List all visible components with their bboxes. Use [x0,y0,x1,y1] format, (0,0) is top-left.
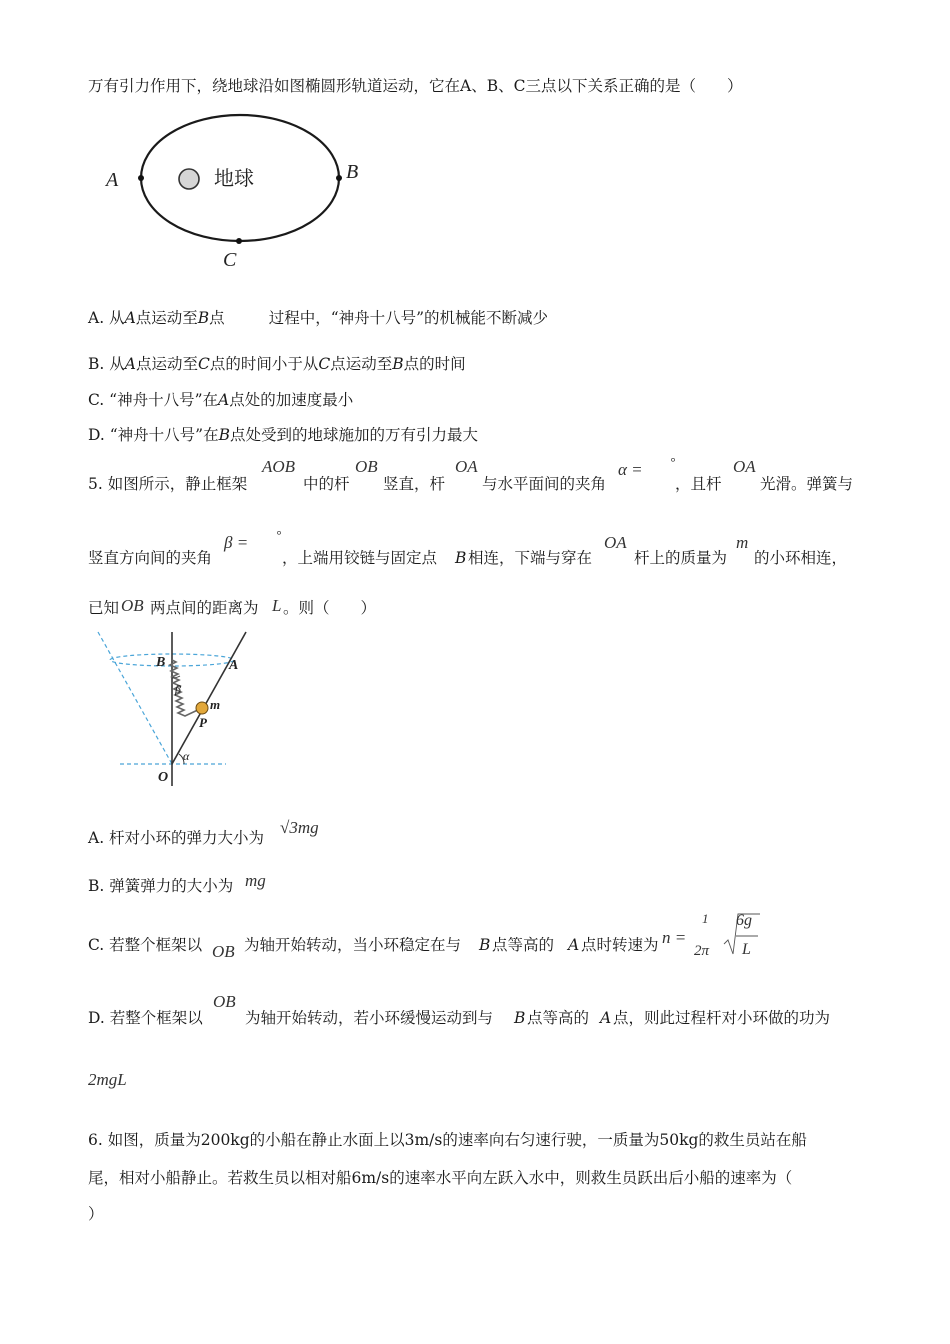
label-p: P [199,715,207,730]
point-a-dot [138,175,144,181]
dashed-cone-line [98,632,172,764]
label-alpha: α [183,749,190,763]
frame-diagram [92,626,267,791]
point-a-label: A [106,169,119,191]
label-m: m [210,697,221,712]
earth-label: 地球 [214,166,254,190]
q6-line1: 6. 如图，质量为200kg的小船在静止水面上以3m/s的速率向右匀速行驶，一质量为50kg的救生员站在船 [88,1131,807,1149]
label-beta: β [175,682,181,696]
ring-mass [196,702,208,714]
q4-option-c: C. “神舟十八号”在A点处的加速度最小 [88,391,354,409]
q4-option-d: D. “神舟十八号”在B点处受到的地球施加的万有引力最大 [88,426,478,444]
q4-stem: 万有引力作用下，绕地球沿如图椭圆形轨道运动，它在A、B、C三点以下关系正确的是（ ） [88,77,743,95]
label-b: B [156,655,166,670]
point-c-dot [236,238,242,244]
q4-option-a: A. 从A点运动至B点 过程中，“神舟十八号”的机械能不断减少 [88,309,549,327]
orbit-diagram [100,108,380,278]
q6-line2: 尾，相对小船静止。若救生员以相对船6m/s的速率水平向左跃入水中，则救生员跃出后小船的速率为（ [88,1169,793,1187]
q6-line3: ） [88,1205,104,1223]
point-b-dot [336,175,342,181]
earth-icon [179,169,199,189]
point-b-label: B [346,161,359,183]
point-c-label: C [223,249,237,271]
q4-option-b: B. 从A点运动至C点的时间小于从C点运动至B点的时间 [88,355,466,373]
label-o: O [158,770,169,785]
label-a: A [229,658,239,673]
